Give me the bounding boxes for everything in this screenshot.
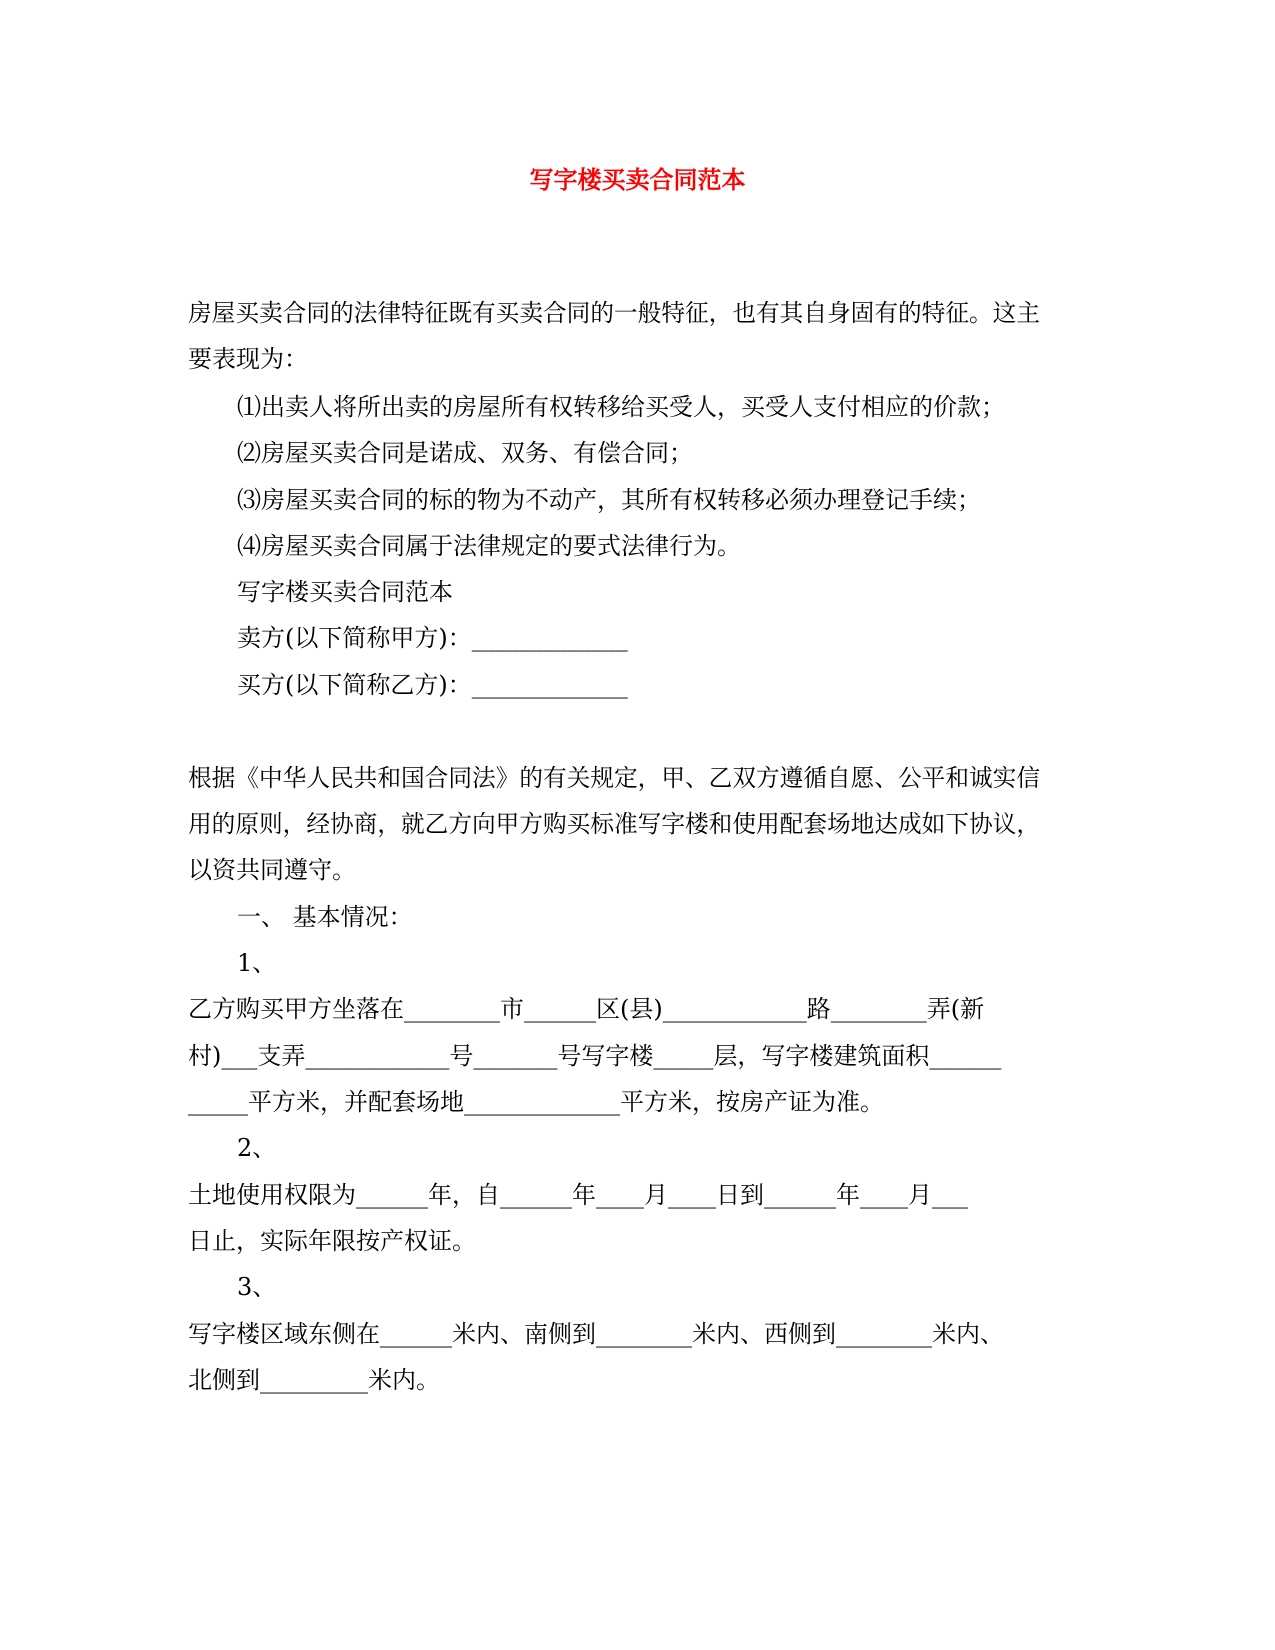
clause-number: 2、 — [237, 1134, 277, 1162]
buyer-field: 买方(以下简称乙方)：_____________ — [237, 671, 628, 699]
list-item: ⑵房屋买卖合同是诺成、双务、有偿合同； — [237, 439, 693, 467]
seller-field: 卖方(以下简称甲方)：_____________ — [237, 624, 628, 652]
paragraph-line: 北侧到_________米内。 — [188, 1366, 440, 1394]
paragraph-line: 乙方购买甲方坐落在________市______区(县)____________路________弄(新 — [188, 995, 985, 1023]
paragraph-line: 土地使用权限为______年，自______年____月____日到______年____月___ — [188, 1181, 968, 1209]
paragraph-line: 以资共同遵守。 — [188, 856, 356, 884]
clause-number: 3、 — [237, 1273, 277, 1301]
paragraph-line: 日止，实际年限按产权证。 — [188, 1227, 476, 1255]
paragraph-line: 房屋买卖合同的法律特征既有买卖合同的一般特征，也有其自身固有的特征。这主 — [188, 299, 1040, 327]
paragraph-line: _____平方米，并配套场地_____________平方米，按房产证为准。 — [188, 1088, 884, 1116]
section-heading: 一、 基本情况： — [237, 903, 413, 931]
list-item: ⑴出卖人将所出卖的房屋所有权转移给买受人，买受人支付相应的价款； — [237, 393, 1005, 421]
list-item: ⑶房屋买卖合同的标的物为不动产，其所有权转移必须办理登记手续； — [237, 486, 981, 514]
list-item: ⑷房屋买卖合同属于法律规定的要式法律行为。 — [237, 532, 741, 560]
clause-number: 1、 — [237, 949, 277, 977]
paragraph-line: 村)___支弄____________号_______号写字楼_____层，写字楼建筑面积______ — [188, 1042, 1002, 1070]
document-title: 写字楼买卖合同范本 — [529, 166, 746, 194]
subtitle-line: 写字楼买卖合同范本 — [237, 578, 453, 606]
paragraph-line: 用的原则，经协商，就乙方向甲方购买标准写字楼和使用配套场地达成如下协议， — [188, 810, 1040, 838]
paragraph-line: 根据《中华人民共和国合同法》的有关规定，甲、乙双方遵循自愿、公平和诚实信 — [188, 764, 1040, 792]
paragraph-line: 要表现为： — [188, 345, 308, 373]
paragraph-line: 写字楼区域东侧在______米内、南侧到________米内、西侧到________米内、 — [188, 1320, 1004, 1348]
